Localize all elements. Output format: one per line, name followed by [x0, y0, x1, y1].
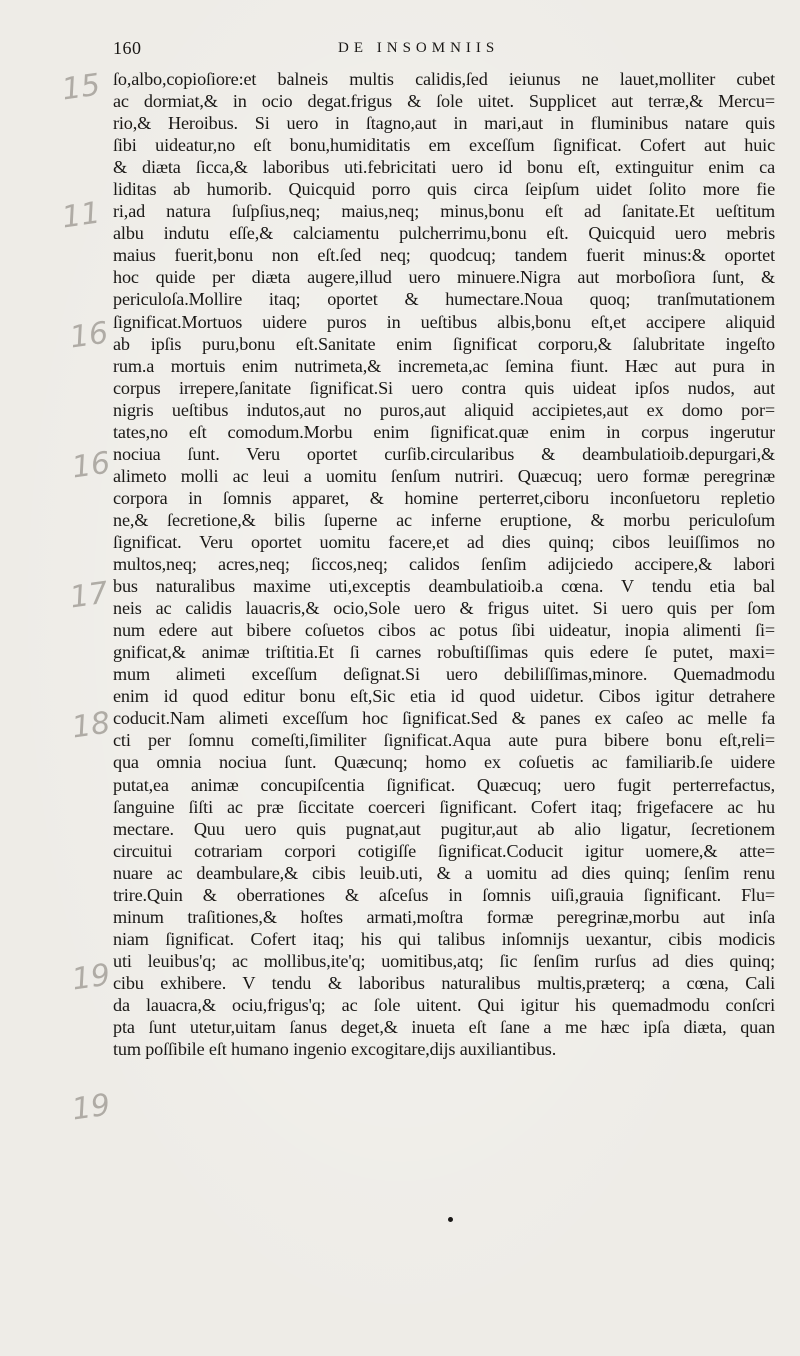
text-line: liditas ab humorib. Quicquid porro quis circa ſeipſum uidet ſolito more fie: [113, 179, 775, 200]
text-line: coducit.Nam alimeti exceſſum hoc ſignificat.Sed & panes ex caſeo ac melle fa: [113, 708, 775, 729]
page-header: [113, 38, 753, 62]
text-line: putat,ea animæ concupiſcentia ſignificat. Quæcuq; uero fugit perterrefactus,: [113, 774, 775, 795]
margin-note: 15: [59, 67, 103, 108]
margin-note: 11: [59, 195, 103, 236]
text-line: corpora in ſomnis apparet, & homine perterret,ciboru inconſuetoru repletio: [113, 487, 775, 508]
body-text: [113, 68, 775, 1060]
margin-note: 16: [67, 315, 111, 356]
text-line: enim id quod editur bonu eſt,Sic etia id quod uidetur. Cibos igitur detrahere: [113, 686, 775, 707]
margin-note: 19: [69, 1087, 113, 1128]
text-line: tum poſſibile eſt humano ingenio excogitare,dijs auxiliantibus.: [113, 1039, 557, 1060]
text-line: num edere aut bibere coſuetos cibos ac potus ſibi uideatur, inopia alimenti ſi=: [113, 620, 775, 641]
text-line: rum.a mortuis enim nutrimeta,& incremeta,ac ſemina fiunt. Hæc aut pura in: [113, 355, 775, 376]
text-line: ſibi uideatur,no eſt bonu,humiditatis em exceſſum ſignificat. Cofert aut huic: [113, 135, 775, 156]
text-line: uti leuibus'q; ac mollibus,ite'q; uomitibus,atq; ſic ſenſim rurſus ad dies quinq;: [113, 950, 775, 971]
text-line: alimeto molli ac leui a uomitu ſenſum nutriri. Quæcuq; uero formæ peregrinæ: [113, 465, 775, 486]
text-line: niam ſignificat. Cofert itaq; his qui talibus inſomnijs uexantur, cibis modicis: [113, 928, 775, 949]
text-line: mectare. Quu uero quis pugnat,aut pugitur,aut ab alio ligatur, ſecretionem: [113, 818, 775, 839]
text-line: mum alimeti exceſſum deſignat.Si uero debiliſſimas,minore. Quemadmodu: [113, 664, 775, 685]
page-number: 160: [113, 38, 142, 58]
text-line: tates,no eſt comodum.Morbu enim ſignificat.quæ enim in corpus ingerutur: [113, 421, 775, 442]
text-line: cibu exhibere. V tendu & laboribus naturalibus multis,præterq; a cœna, Cali: [113, 972, 775, 993]
text-line: ab ipſis puru,bonu eſt.Sanitate enim ſignificat corporu,& ſalubritate ingeſto: [113, 333, 775, 354]
margin-note: 17: [67, 575, 111, 616]
text-line: cti per ſomnu comeſti,ſimiliter ſignificat.Aqua aute pura bibere bonu eſt,reli=: [113, 730, 775, 751]
text-line: qua omnia nociua ſunt. Quæcunq; homo ex coſuetis ac familiarib.ſe uidere: [113, 752, 775, 773]
text-line: albu indutu eſſe,& calciamentu pulcherrimu,bonu eſt. Quicquid uero mebris: [113, 223, 775, 244]
margin-note: 18: [69, 705, 113, 746]
text-line: neis ac calidis lauacris,& ocio,Sole uero & frigus uitet. Si uero quis per ſom: [113, 598, 775, 619]
text-line: circuitui cotrariam corpori cotigiſſe ſignificat.Coducit igitur uomere,& atte=: [113, 840, 775, 861]
text-line: hoc quide per diæta augere,illud uero minuere.Nigra aut morboſiora ſunt, &: [113, 267, 775, 288]
text-line: ac dormiat,& in ocio degat.frigus & ſole uitet. Supplicet aut terræ,& Mercu=: [113, 91, 775, 112]
text-line: trire.Quin & oberrationes & aſceſus in ſomnis uiſi,grauia ſignificant. Flu=: [113, 884, 775, 905]
text-line: nociua ſunt. Veru oportet curſib.circularibus & deambulatioib.depurgari,&: [113, 443, 775, 464]
text-line: corpus irrepere,ſanitate ſignificat.Si uero contra quis uideat ipſos nudos, aut: [113, 377, 775, 398]
text-line: ſignificat.Mortuos uidere puros in ueſtibus albis,bonu eſt,et accipere aliquid: [113, 311, 775, 332]
text-line: ne,& ſecretione,& bilis ſuperne ac inferne eruptione, & morbu periculoſum: [113, 509, 775, 530]
text-line: maius fuerit,bonu non eſt.ſed neq; quodcuq; tandem fuerit minus:& oportet: [113, 245, 775, 266]
text-line: ſignificat. Veru oportet uomitu facere,et ad dies quinq; cibos leuiſſimos no: [113, 531, 775, 552]
end-dot: [448, 1217, 453, 1222]
text-line: pta ſunt utetur,uitam ſanus deget,& inueta eſt ſane a me hæc ipſa diæta, quan: [113, 1017, 775, 1038]
text-line: gnificat,& animæ triſtitia.Et ſi carnes robuſtiſſimas quis edere ſe putet, maxi=: [113, 642, 775, 663]
text-line: nuare ac deambulare,& cibis leuib.uti, & a uomitu ad dies quinq; ſenſim renu: [113, 862, 775, 883]
text-line: multos,neq; acres,neq; ſiccos,neq; calidos ſenſim adijciedo accipere,& labori: [113, 554, 775, 575]
text-line: rio,& Heroibus. Si uero in ſtagno,aut in mari,aut in fluminibus natare quis: [113, 113, 775, 134]
text-line: periculoſa.Mollire itaq; oportet & humectare.Noua quoq; tranſmutationem: [113, 289, 775, 310]
text-line: bus naturalibus maxime uti,exceptis deambulatioib.a cœna. V tendu etia bal: [113, 576, 775, 597]
margin-note: 16: [69, 445, 113, 486]
text-line: nigris ueſtibus indutos,aut no puros,aut aliquid accipietes,aut ex domo por=: [113, 399, 775, 420]
text-line: minum traſitiones,& hoſtes armati,moſtra formæ peregrinæ,morbu aut inſa: [113, 906, 775, 927]
text-line: da lauacra,& ociu,frigus'q; ac ſole uitent. Qui igitur his quemadmodu conſcri: [113, 994, 775, 1015]
text-line: ſanguine ſiſti ac præ ſiccitate coerceri ſignificant. Cofert itaq; frigefacere ac hu: [113, 796, 775, 817]
text-line: ſo,albo,copioſiore:et balneis multis calidis,ſed ieiunus ne lauet,molliter cubet: [113, 69, 775, 89]
text-line: & diæta ſicca,& laboribus uti.febricitati uero id bonu eſt, extinguitur enim ca: [113, 157, 775, 178]
running-head: DE INSOMNIIS: [338, 40, 500, 56]
margin-note: 19: [69, 957, 113, 998]
text-line: ri,ad natura ſuſpſius,neq; maius,neq; minus,bonu eſt ad ſanitate.Et ueſtitum: [113, 201, 775, 222]
